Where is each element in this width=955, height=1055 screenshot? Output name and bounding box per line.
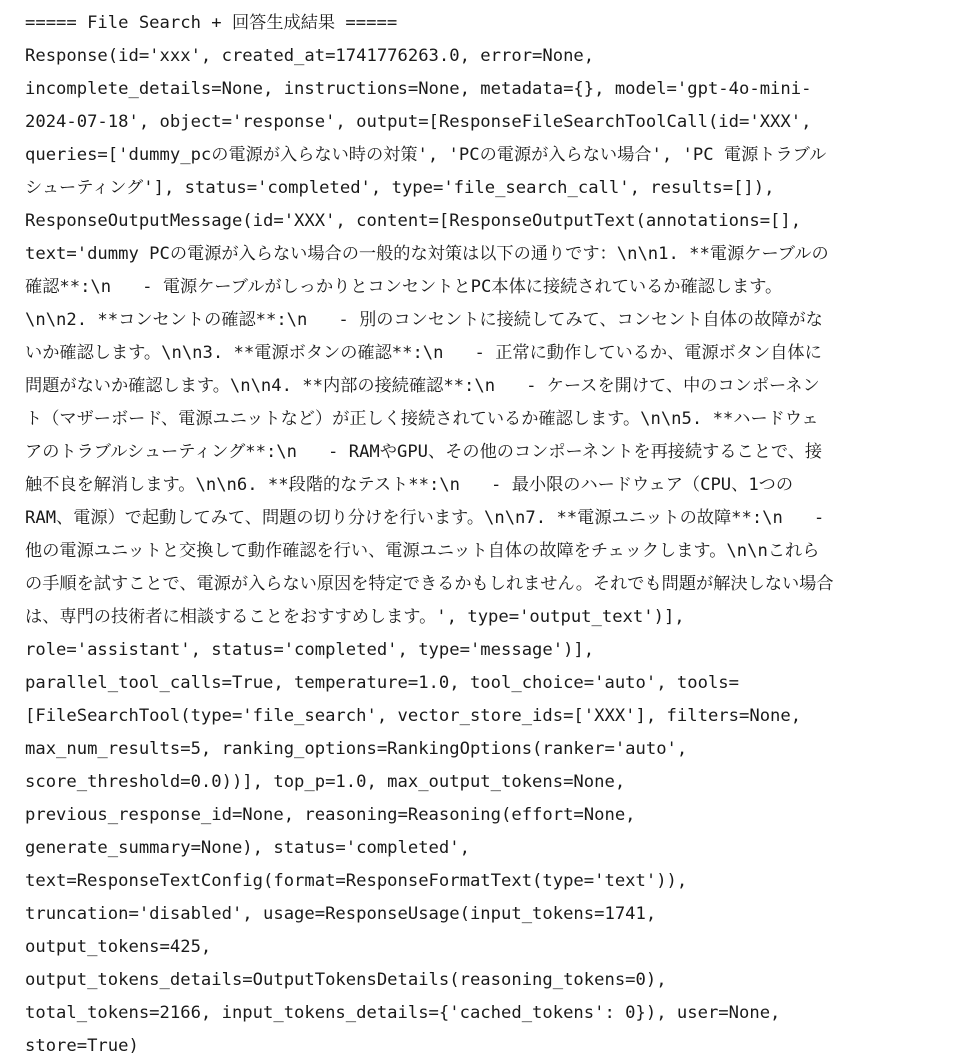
output-line: 確認**:\n - 電源ケーブルがしっかりとコンセントとPC本体に接続されているか確認します。 — [25, 277, 783, 297]
output-line: [FileSearchTool(type='file_search', vector_store_ids=['XXX'], filters=None, — [25, 706, 802, 726]
output-line: parallel_tool_calls=True, temperature=1.0, tool_choice='auto', tools= — [25, 673, 739, 693]
output-line: 触不良を解消します。\n\n6. **段階的なテスト**:\n - 最小限のハードウェア（CPU、1つの — [25, 475, 794, 495]
output-line: truncation='disabled', usage=ResponseUsage(input_tokens=1741, — [25, 904, 657, 924]
output-line: 2024-07-18', object='response', output=[ResponseFileSearchToolCall(id='XXX', — [25, 112, 812, 132]
output-line: previous_response_id=None, reasoning=Reasoning(effort=None, — [25, 805, 636, 825]
output-line: いか確認します。\n\n3. **電源ボタンの確認**:\n - 正常に動作しているか、電源ボタン自体に — [25, 343, 822, 363]
output-line: 問題がないか確認します。\n\n4. **内部の接続確認**:\n - ケースを開けて、中のコンポーネン — [25, 376, 820, 396]
output-line: 他の電源ユニットと交換して動作確認を行い、電源ユニット自体の故障をチェックします。\n\nこれら — [25, 541, 820, 561]
output-line: generate_summary=None), status='completed', — [25, 838, 470, 858]
output-line: max_num_results=5, ranking_options=RankingOptions(ranker='auto', — [25, 739, 688, 759]
output-line: role='assistant', status='completed', type='message')], — [25, 640, 595, 660]
output-line: アのトラブルシューティング**:\n - RAMやGPU、その他のコンポーネントを再接続することで、接 — [25, 442, 823, 462]
output-line: ResponseOutputMessage(id='XXX', content=[ResponseOutputText(annotations=[], — [25, 211, 802, 231]
output-line: store=True) — [25, 1036, 139, 1055]
output-line: は、専門の技術者に相談することをおすすめします。', type='output_text')], — [25, 607, 685, 627]
output-line: \n\n2. **コンセントの確認**:\n - 別のコンセントに接続してみて、コンセント自体の故障がな — [25, 310, 823, 330]
output-line: incomplete_details=None, instructions=None, metadata={}, model='gpt-4o-mini- — [25, 79, 812, 99]
output-line: text=ResponseTextConfig(format=ResponseFormatText(type='text')), — [25, 871, 688, 891]
output-line: total_tokens=2166, input_tokens_details={'cached_tokens': 0}), user=None, — [25, 1003, 781, 1023]
output-line: queries=['dummy_pcの電源が入らない時の対策', 'PCの電源が入らない場合', 'PC 電源トラブル — [25, 145, 827, 165]
output-line: output_tokens_details=OutputTokensDetails(reasoning_tokens=0), — [25, 970, 667, 990]
output-line: ト（マザーボード、電源ユニットなど）が正しく接続されているか確認します。\n\n5. **ハードウェ — [25, 409, 819, 429]
output-line: RAM、電源）で起動してみて、問題の切り分けを行います。\n\n7. **電源ユニットの故障**:\n - — [25, 508, 825, 528]
output-line: text='dummy PCの電源が入らない場合の一般的な対策は以下の通りです：\n\n1. **電源ケーブルの — [25, 244, 829, 264]
header-line: ===== File Search + 回答生成結果 ===== — [25, 13, 398, 33]
output-line: シューティング'], status='completed', type='file_search_call', results=[]), — [25, 178, 775, 198]
output-line: Response(id='xxx', created_at=1741776263.0, error=None, — [25, 46, 595, 66]
output-line: の手順を試すことで、電源が入らない原因を特定できるかもしれません。それでも問題が解決しない場合 — [25, 574, 834, 594]
output-line: score_threshold=0.0))], top_p=1.0, max_output_tokens=None, — [25, 772, 626, 792]
output-line: output_tokens=425, — [25, 937, 212, 957]
